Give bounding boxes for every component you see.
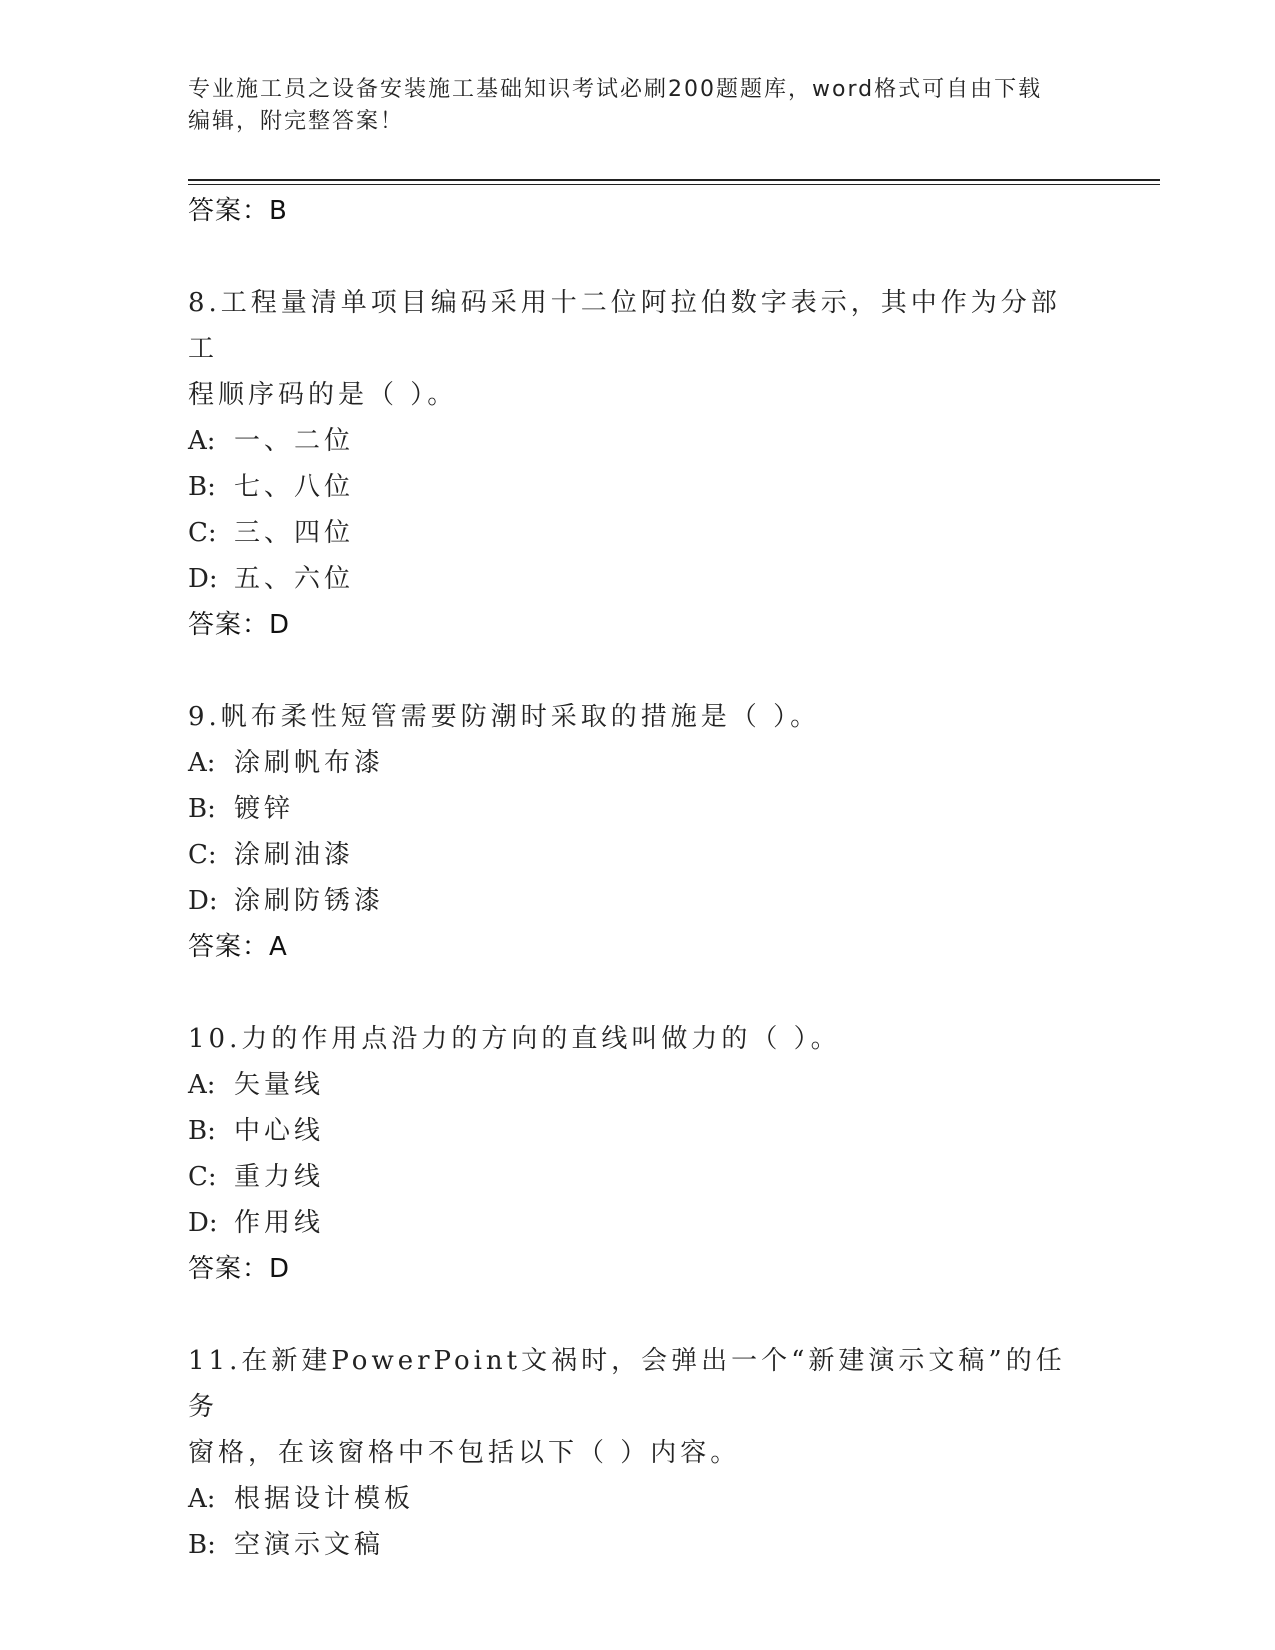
answer-line: 答案：D [188,610,291,640]
option-letter: A: [188,426,216,456]
answer-option [188,1476,1088,1522]
question-block [188,1338,1088,1568]
question-block [188,280,1088,648]
answer-option [188,556,1088,602]
answer-option [188,878,1088,924]
option-letter: B: [188,1530,216,1560]
answer-option [188,510,1088,556]
option-letter: A: [188,1484,216,1514]
answer-option [188,832,1088,878]
answer-line: 答案：D [188,1254,291,1284]
question-text: 程顺序码的是（ ）。 [188,380,458,410]
option-text: 三、四位 [234,518,355,548]
answer-option [188,786,1088,832]
answer-option [188,1062,1088,1108]
option-text: 中心线 [234,1116,325,1146]
answer-line: 答案：B [188,196,288,226]
option-text: 七、八位 [234,472,355,502]
answer-option [188,418,1088,464]
option-letter: A: [188,1070,216,1100]
header-line-1: 专业施工员之设备安装施工基础知识考试必刷200题题库，word格式可自由下载 [188,77,1043,102]
option-letter: C: [188,1162,217,1192]
option-letter: C: [188,840,217,870]
option-text: 涂刷防锈漆 [234,886,385,916]
question-text: 10.力的作用点沿力的方向的直线叫做力的（ ）。 [188,1024,841,1054]
option-text: 空演示文稿 [234,1530,385,1560]
question-text: 8.工程量清单项目编码采用十二位阿拉伯数字表示，其中作为分部工 [188,288,1061,364]
option-text: 涂刷帆布漆 [234,748,385,778]
answer-option [188,1200,1088,1246]
question-list [188,188,1088,1568]
question-block [188,694,1088,970]
option-text: 一、二位 [234,426,355,456]
document-header [188,74,1088,138]
option-letter: A: [188,748,216,778]
header-rule-thin [188,184,1160,185]
question-text: 9.帆布柔性短管需要防潮时采取的措施是（ ）。 [188,702,821,732]
header-rule-thick [188,179,1160,181]
option-letter: B: [188,1116,216,1146]
answer-option [188,740,1088,786]
option-text: 镀锌 [234,794,295,824]
option-letter: D: [188,1208,218,1238]
option-letter: B: [188,472,216,502]
option-letter: D: [188,886,218,916]
option-letter: D: [188,564,218,594]
option-text: 涂刷油漆 [234,840,355,870]
option-text: 五、六位 [234,564,355,594]
option-letter: C: [188,518,217,548]
answer-option [188,1522,1088,1568]
option-text: 重力线 [234,1162,325,1192]
question-text: 窗格，在该窗格中不包括以下（ ）内容。 [188,1438,741,1468]
answer-option [188,464,1088,510]
header-line-2: 编辑，附完整答案！ [188,109,405,134]
answer-option [188,1108,1088,1154]
option-text: 作用线 [234,1208,325,1238]
question-block [188,1016,1088,1292]
answer-option [188,1154,1088,1200]
option-letter: B: [188,794,216,824]
option-text: 矢量线 [234,1070,325,1100]
questions-container [188,280,1088,1568]
option-text: 根据设计模板 [234,1484,415,1514]
question-text: 11.在新建PowerPoint文祸时，会弹出一个“新建演示文稿”的任务 [188,1346,1066,1422]
answer-line: 答案：A [188,932,288,962]
